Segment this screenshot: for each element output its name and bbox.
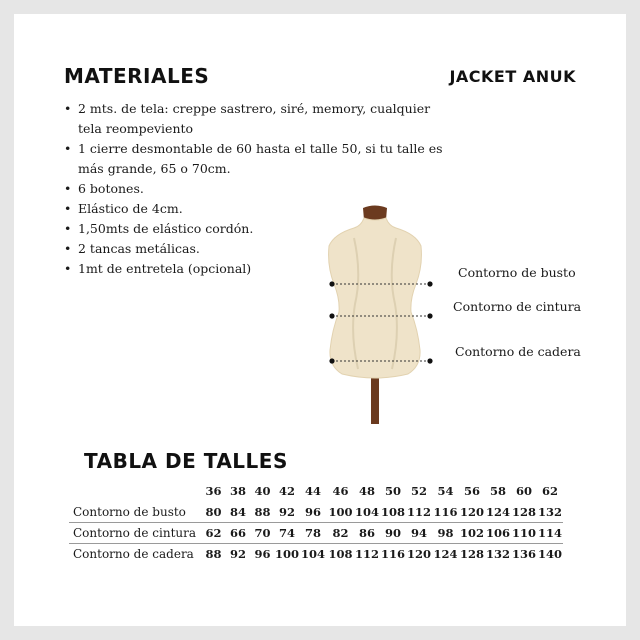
materials-item: • 1,50mts de elástico cordón. <box>64 219 449 239</box>
size-value-cell: 132 <box>485 544 511 565</box>
size-header-cell: 60 <box>516 484 533 498</box>
cintura-dot <box>427 313 432 318</box>
cadera-dot <box>427 358 432 363</box>
page <box>14 14 626 626</box>
busto-dot <box>427 281 432 286</box>
size-row <box>69 544 563 565</box>
size-value-cell: 104 <box>299 544 327 565</box>
size-row <box>69 502 563 523</box>
size-value-cell: 136 <box>511 544 537 565</box>
size-value-cell: 120 <box>460 505 485 519</box>
size-value-cell: 84 <box>229 505 246 519</box>
mannequin-body <box>329 218 422 378</box>
size-table-title: TABLA DE TALLES <box>84 449 288 473</box>
size-value-cell: 112 <box>407 505 432 519</box>
label-cintura: Contorno de cintura <box>453 299 582 314</box>
mannequin-illustration <box>310 204 440 424</box>
size-value-cell: 62 <box>201 523 226 544</box>
size-header-cell: 40 <box>254 484 271 498</box>
materials-item: • 2 tancas metálicas. <box>64 239 449 259</box>
size-value-cell: 120 <box>406 544 432 565</box>
size-value-cell: 116 <box>380 544 406 565</box>
materials-title: MATERIALES <box>64 64 210 88</box>
size-value-cell: 124 <box>432 544 459 565</box>
size-header-cell: 42 <box>279 484 296 498</box>
size-value-cell: 140 <box>537 544 563 565</box>
size-value-cell: 100 <box>275 544 299 565</box>
size-value-cell: 82 <box>327 523 354 544</box>
size-header-cell: 54 <box>437 484 454 498</box>
cintura-dot <box>329 313 334 318</box>
size-value-cell: 124 <box>486 505 511 519</box>
size-header-cell: 62 <box>542 484 559 498</box>
size-header-row <box>69 480 563 502</box>
cadera-dot <box>329 358 334 363</box>
size-value-cell: 106 <box>485 523 511 544</box>
size-value-cell: 94 <box>406 523 432 544</box>
size-value-cell: 110 <box>511 523 537 544</box>
size-header-blank <box>69 480 201 502</box>
size-value-cell: 88 <box>254 505 271 519</box>
materials-item: • 1 cierre desmontable de 60 hasta el talle 50, si tu talle es más grande, 65 o 70cm. <box>64 139 449 179</box>
size-row <box>69 523 563 544</box>
busto-dot <box>329 281 334 286</box>
size-value-cell: 78 <box>299 523 327 544</box>
size-header-cell: 38 <box>229 484 246 498</box>
size-header-cell: 46 <box>332 484 349 498</box>
materials-item: • 6 botones. <box>64 179 449 199</box>
size-header-cell: 44 <box>305 484 322 498</box>
size-value-cell: 92 <box>279 505 296 519</box>
size-value-cell: 98 <box>432 523 459 544</box>
size-row-label: Contorno de busto <box>73 505 186 519</box>
size-header-cell: 50 <box>385 484 402 498</box>
label-cadera: Contorno de cadera <box>455 344 581 359</box>
size-header-cell: 56 <box>464 484 481 498</box>
materials-item: • Elástico de 4cm. <box>64 199 449 219</box>
size-value-cell: 128 <box>459 544 485 565</box>
size-value-cell: 104 <box>355 505 380 519</box>
size-value-cell: 90 <box>380 523 406 544</box>
size-value-cell: 66 <box>226 523 250 544</box>
size-value-cell: 96 <box>305 505 322 519</box>
size-header-cell: 48 <box>359 484 376 498</box>
size-value-cell: 80 <box>205 505 222 519</box>
size-value-cell: 116 <box>433 505 458 519</box>
size-value-cell: 96 <box>250 544 275 565</box>
size-value-cell: 100 <box>328 505 353 519</box>
size-value-cell: 132 <box>538 505 563 519</box>
size-value-cell: 88 <box>201 544 226 565</box>
size-header-cell: 36 <box>205 484 222 498</box>
size-value-cell: 74 <box>275 523 299 544</box>
materials-item: • 2 mts. de tela: creppe sastrero, siré, memory, cualquier tela reompeviento <box>64 99 449 139</box>
materials-item: • 1mt de entretela (opcional) <box>64 259 449 279</box>
size-value-cell: 128 <box>512 505 537 519</box>
product-name: JACKET ANUK <box>449 67 576 86</box>
size-value-cell: 70 <box>250 523 275 544</box>
size-table <box>69 480 563 564</box>
size-value-cell: 86 <box>354 523 380 544</box>
size-row-label: Contorno de cadera <box>69 544 201 565</box>
size-row-label: Contorno de cintura <box>69 523 201 544</box>
size-value-cell: 112 <box>354 544 380 565</box>
size-header-cell: 58 <box>490 484 507 498</box>
size-header-cell: 52 <box>411 484 428 498</box>
size-value-cell: 108 <box>381 505 406 519</box>
label-busto: Contorno de busto <box>458 265 576 280</box>
size-value-cell: 108 <box>327 544 354 565</box>
size-value-cell: 92 <box>226 544 250 565</box>
size-value-cell: 114 <box>537 523 563 544</box>
size-value-cell: 102 <box>459 523 485 544</box>
